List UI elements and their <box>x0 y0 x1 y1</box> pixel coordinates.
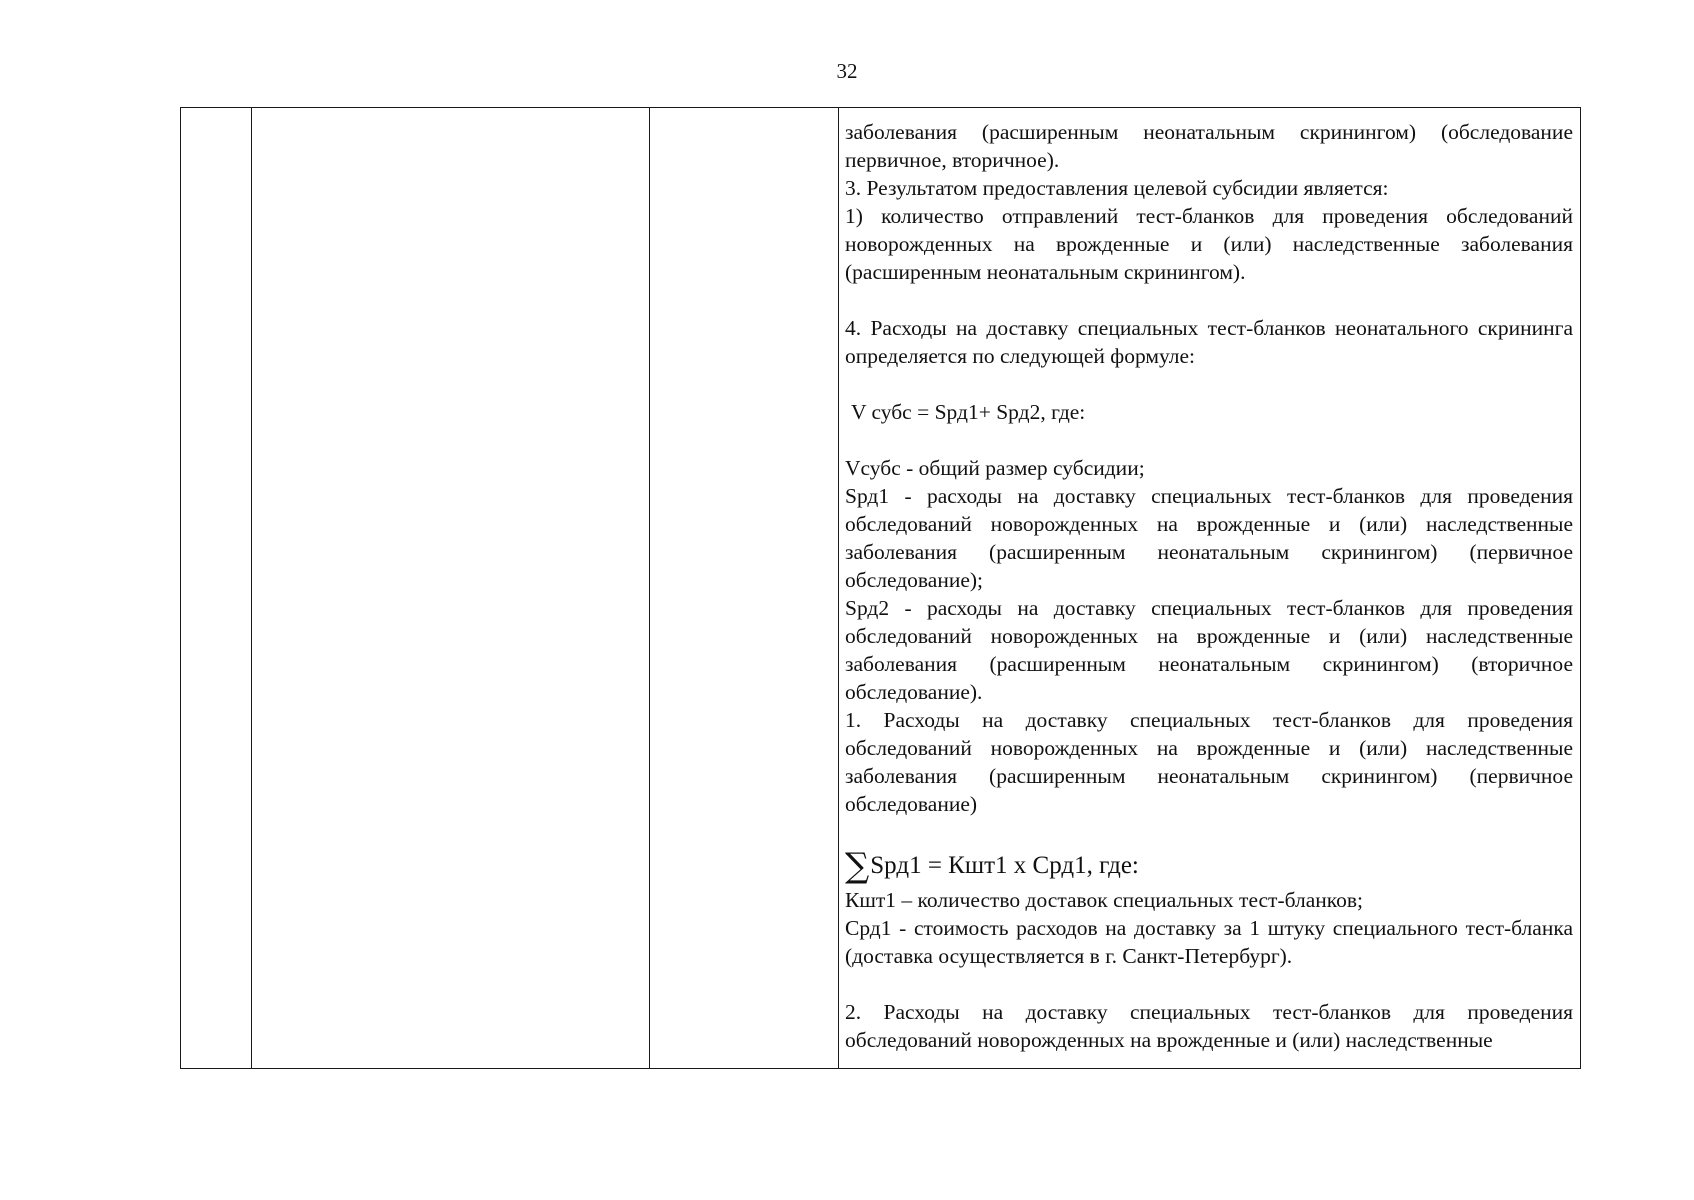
paragraph: 3. Результатом предоставления целевой субсидии является: <box>845 176 1389 200</box>
document-table <box>180 107 1581 1069</box>
sum-sign: ∑ <box>845 846 870 886</box>
paragraph: заболевания (расширенным неонатальным скринингом) (обследование первичное, вторичное). <box>845 120 1573 172</box>
paragraph: 1. Расходы на доставку специальных тест-бланков для проведения обследований новорожденных на врожденные и (или) наследственные заболевания (расширенным неонатальным скринингом) (первичное обследование) <box>845 708 1573 816</box>
subsidy-formula: V субс = Sрд1+ Sрд2, где: <box>851 400 1086 424</box>
table-column-divider <box>838 108 839 1068</box>
paragraph: Sрд1 - расходы на доставку специальных тест-бланков для проведения обследований новорожденных на врожденные и (или) наследственные заболевания (расширенным неонатальным скринингом) (первичное обследование); <box>845 484 1573 592</box>
formula-text: Sрд1 = Кшт1 х Срд1, где: <box>870 852 1139 879</box>
paragraph: Sрд2 - расходы на доставку специальных тест-бланков для проведения обследований новорожденных на врожденные и (или) наследственные заболевания (расширенным неонатальным скринингом) (вторичное обследование). <box>845 596 1573 704</box>
paragraph: Кшт1 – количество доставок специальных тест-бланков; <box>845 888 1364 912</box>
spacer <box>845 818 1573 846</box>
table-text-cell <box>845 118 1573 1054</box>
spacer <box>845 286 1573 314</box>
spacer <box>845 426 1573 454</box>
delivery-cost-formula <box>845 846 1573 886</box>
table-column-divider <box>649 108 650 1068</box>
page-number: 32 <box>836 59 858 83</box>
paragraph: 2. Расходы на доставку специальных тест-бланков для проведения обследований новорожденных на врожденные и (или) наследственные <box>845 1000 1573 1052</box>
paragraph: 4. Расходы на доставку специальных тест-бланков неонатального скрининга определяется по следующей формуле: <box>845 316 1573 368</box>
spacer <box>845 970 1573 998</box>
paragraph: Vсубс - общий размер субсидии; <box>845 456 1145 480</box>
spacer <box>845 370 1573 398</box>
table-column-divider <box>251 108 252 1068</box>
paragraph: 1) количество отправлений тест-бланков для проведения обследований новорожденных на врожденные и (или) наследственные заболевания (расширенным неонатальным скринингом). <box>845 204 1573 284</box>
paragraph: Срд1 - стоимость расходов на доставку за 1 штуку специального тест-бланка (доставка осуществляется в г. Санкт-Петербург). <box>845 916 1573 968</box>
